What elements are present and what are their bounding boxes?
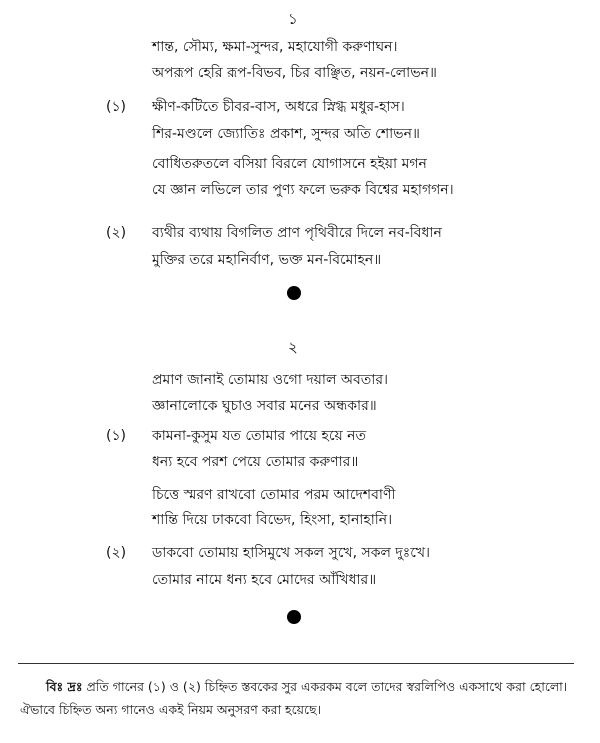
verse-line: প্রমাণ জানাই তোমায় ওগো দয়াল অবতার।	[152, 372, 389, 388]
verse-line: ব্যথীর ব্যথায় বিগলিত প্রাণ পৃথিবীরে দিলে নব-বিধান	[152, 225, 442, 241]
verse-line: তোমার নামে ধন্য হবে মোদের আঁখিধার॥	[152, 572, 377, 588]
verse-line: কামনা-কুসুম যত তোমার পায়ে হয়ে নত	[152, 428, 367, 444]
section-divider-dot	[287, 610, 301, 624]
verse-line: বোধিতরুতলে বসিয়া বিরলে যোগাসনে হইয়া মগন	[152, 156, 427, 172]
verse-line: শির-মণ্ডলে জ্যোতিঃ প্রকাশ, সুন্দর অতি শোভন॥	[152, 126, 420, 142]
verse-line: ক্ষীণ-কটিতে চীবর-বাস, অধরে স্নিগ্ধ মধুর-হাস।	[152, 99, 405, 115]
verse-line: জ্ঞানালোকে ঘুচাও সবার মনের অন্ধকার॥	[152, 398, 377, 414]
footnote-line: ঐভাবে চিহ্নিত অন্য গানেও একই নিয়ম অনুসরণ করা হয়েছে।	[20, 702, 322, 717]
footnote-text: প্রতি গানের (১) ও (২) চিহ্নিত স্তবকের সুর একরকম বলে তাদের স্বরলিপিও একসাথে করা হোলো।	[86, 679, 568, 694]
verse-line: অপরূপ হেরি রূপ-বিভব, চির বাঞ্ছিত, নয়ন-লোভন॥	[152, 65, 437, 81]
verse-line: চিত্তে স্মরণ রাখবো তোমার পরম আদেশবাণী	[152, 487, 396, 503]
stanza-label: (১)	[106, 428, 127, 444]
verse-line: ধন্য হবে পরশ পেয়ে তোমার করুণার॥	[152, 454, 359, 470]
section-divider-dot	[287, 286, 301, 300]
stanza-label: (২)	[106, 545, 127, 561]
stanza-label: (২)	[106, 225, 127, 241]
song-number: ১	[288, 10, 298, 28]
verse-line: শান্ত, সৌম্য, ক্ষমা-সুন্দর, মহাযোগী করুণাঘন।	[152, 39, 398, 55]
footnote-rule	[18, 663, 574, 664]
footnote-prefix: বিঃ দ্রঃ	[46, 679, 83, 694]
verse-line: ডাকবো তোমায় হাসিমুখে সকল সুখে, সকল দুঃখে।	[152, 545, 431, 561]
stanza-label: (১)	[106, 99, 127, 115]
verse-line: মুক্তির তরে মহানির্বাণ, ভক্ত মন-বিমোহন॥	[152, 252, 382, 268]
footnote-line	[46, 679, 567, 699]
song-number: ২	[288, 338, 298, 356]
verse-line: শান্তি দিয়ে ঢাকবো বিভেদ, হিংসা, হানাহানি।	[152, 512, 393, 528]
verse-line: যে জ্ঞান লভিলে তার পুণ্য ফলে ভরুক বিশ্বের মহাগগন।	[152, 182, 454, 198]
